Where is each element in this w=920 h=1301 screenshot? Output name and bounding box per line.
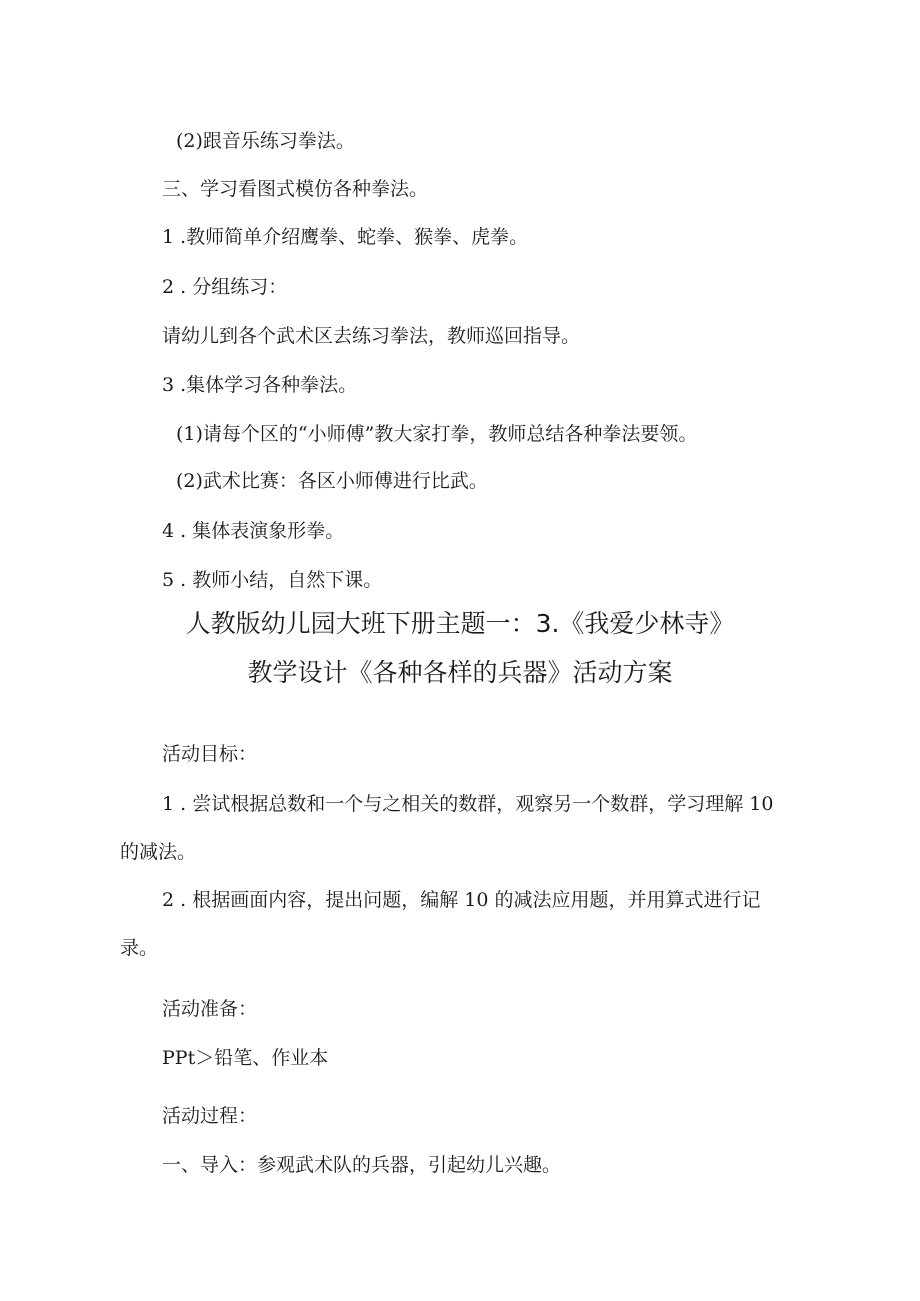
goal-2-line-a: 2 . 根据画面内容，提出问题，编解 10 的减法应用题，并用算式进行记 [162,889,761,911]
goal-1-line-a: 1 . 尝试根据总数和一个与之相关的数群，观察另一个数群，学习理解 10 [162,793,774,815]
item-5-summary: 5 . 教师小结，自然下课。 [162,569,383,591]
step-little-masters: (1)请每个区的“小师傅”教大家打拳，教师总结各种拳法要领。 [176,423,698,445]
prep-heading: 活动准备： [162,998,258,1020]
item-1-intro-fists: 1 .教师简单介绍鹰拳、蛇拳、猴拳、虎拳。 [162,226,529,248]
goal-1-line-b: 的减法。 [120,841,197,863]
step-follow-music: (2)跟音乐练习拳法。 [176,130,355,152]
section-three-heading: 三、学习看图式模仿各种拳法。 [162,178,429,200]
doc-title-line-2: 教学设计《各种各样的兵器》活动方案 [247,658,673,687]
prep-materials: PPt＞铅笔、作业本 [162,1047,329,1069]
step-martial-contest: (2)武术比赛：各区小师傅进行比武。 [176,470,488,492]
process-heading: 活动过程： [162,1105,258,1127]
group-practice-detail: 请幼儿到各个武术区去练习拳法，教师巡回指导。 [162,325,581,347]
doc-title-line-1: 人教版幼儿园大班下册主题一：3.《我爱少林寺》 [185,609,735,638]
item-3-collective-learning: 3 .集体学习各种拳法。 [162,374,358,396]
goal-2-line-b: 录。 [120,937,159,959]
process-intro: 一、导入：参观武术队的兵器，引起幼儿兴趣。 [162,1154,562,1176]
item-2-group-practice: 2 . 分组练习： [162,276,288,298]
goals-heading: 活动目标： [162,743,258,765]
item-4-performance: 4 . 集体表演象形拳。 [162,520,345,542]
